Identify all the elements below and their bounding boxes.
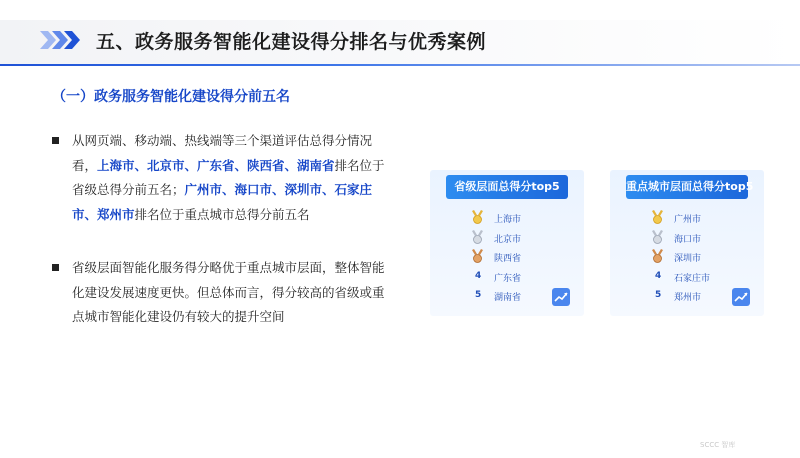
ranking-name: 海口市: [674, 234, 702, 245]
silver-medal-icon: [652, 230, 663, 244]
silver-medal-icon: [472, 230, 483, 244]
ranking-name: 深圳市: [674, 254, 702, 264]
bronze-medal-icon: [472, 249, 483, 263]
bullet-text-part: 从网页端、移动端、热线端等三个渠道评估总得分情况看，: [72, 133, 373, 173]
ranking-name: 湖南省: [494, 293, 522, 303]
highlight-cities: 广州市、海口市、深圳市、石家庄市、郑州市: [72, 182, 373, 222]
trend-chart-icon: [732, 288, 750, 306]
gold-medal-icon: [472, 210, 483, 224]
ranking-number: 5: [655, 290, 662, 300]
bullet-text-part: 排名位于省级总得分前五名；: [72, 157, 385, 197]
bullet-text: 省级层面智能化服务得分略优于重点城市层面，整体智能化建设发展速度更快。但总体而言，得分较高的省级或重点城市智能化建设仍有较大的提升空间: [72, 260, 385, 324]
ranking-name: 上海市: [494, 215, 522, 225]
ranking-name: 石家庄市: [674, 273, 711, 284]
ranking-card-provincial: [430, 170, 584, 316]
trend-chart-icon: [552, 288, 570, 306]
header-divider: [0, 64, 800, 66]
ranking-name: 广东省: [494, 273, 522, 284]
gold-medal-icon: [652, 210, 663, 224]
ranking-number: 4: [475, 270, 482, 281]
ranking-name: 郑州市: [674, 293, 702, 303]
highlight-provinces: 上海市、北京市、广东省、陕西省、湖南省: [97, 157, 335, 173]
card-title: 重点城市层面总得分top5: [626, 175, 748, 199]
ranking-name: 广州市: [674, 215, 702, 225]
ranking-number: 4: [655, 270, 662, 281]
section-heading: （一）政务服务智能化建设得分前五名: [52, 89, 290, 105]
page-title: 五、政务服务智能化建设得分排名与优秀案例: [96, 31, 487, 53]
card-title: 省级层面总得分top5: [446, 175, 568, 199]
bullet-square-icon: [52, 264, 59, 271]
chevrons-icon: [38, 28, 86, 52]
ranking-number: 5: [475, 290, 482, 300]
bullet-square-icon: [52, 137, 59, 144]
ranking-card-city: [610, 170, 764, 316]
ranking-name: 陕西省: [494, 254, 522, 264]
ranking-name: 北京市: [494, 234, 522, 245]
watermark: SCCC 智库: [700, 441, 736, 449]
bullet-text: [72, 129, 388, 227]
bronze-medal-icon: [652, 249, 663, 263]
bullet-text-part: 排名位于重点城市总得分前五名: [134, 206, 310, 222]
